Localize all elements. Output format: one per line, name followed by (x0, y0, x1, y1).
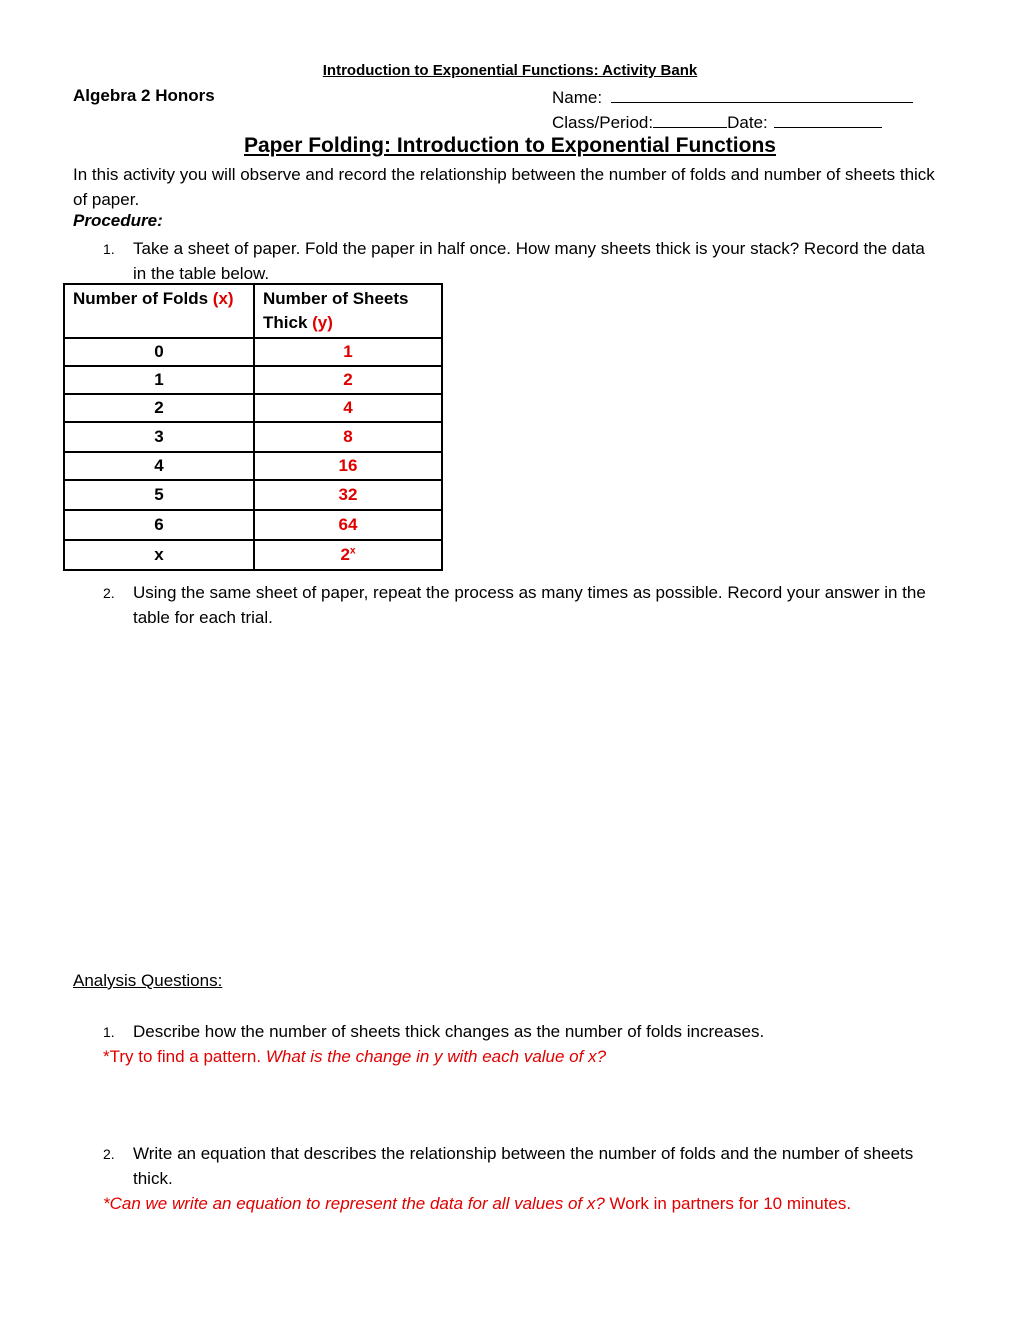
power-base: 2 (340, 545, 350, 564)
activity-bank-title: Introduction to Exponential Functions: Activity Bank (322, 62, 698, 79)
header-folds-var: (x) (212, 289, 234, 308)
sheets-cell[interactable]: 64 (254, 510, 442, 540)
table-header-row (64, 284, 442, 338)
question-number: 2. (103, 1146, 115, 1162)
question-hint (103, 1191, 933, 1216)
step-number: 2. (103, 585, 115, 601)
table-row (64, 480, 442, 510)
table-row (64, 338, 442, 366)
class-date-field[interactable] (552, 111, 882, 133)
name-label: Name: (552, 88, 603, 107)
intro-paragraph: In this activity you will observe and record the relationship between the number of folds and number of sheets thick of paper. (73, 165, 935, 209)
sheets-cell[interactable]: 32 (254, 480, 442, 510)
sheets-cell[interactable] (254, 540, 442, 570)
folds-cell[interactable]: 4 (64, 452, 254, 480)
table-row (64, 366, 442, 394)
sheets-cell[interactable]: 1 (254, 338, 442, 366)
class-period-blank[interactable] (653, 111, 727, 128)
folds-cell[interactable]: 6 (64, 510, 254, 540)
question-number: 1. (103, 1024, 115, 1040)
header-sheets (254, 284, 442, 338)
sheets-cell[interactable]: 16 (254, 452, 442, 480)
folds-cell[interactable]: 1 (64, 366, 254, 394)
analysis-question-1 (103, 1019, 933, 1069)
procedure-heading: Procedure: (73, 211, 163, 230)
header-sheets-label: Number of Sheets Thick (263, 289, 409, 332)
hint-italic: What is the change in y with each value of x? (265, 1047, 607, 1066)
hint-plain: *Try to find a pattern. (103, 1047, 266, 1066)
name-field[interactable] (552, 86, 913, 108)
step-number: 1. (103, 241, 115, 257)
table-row (64, 394, 442, 422)
class-period-label: Class/Period: (552, 113, 654, 132)
page-title: Paper Folding: Introduction to Exponential Functions (244, 134, 776, 157)
header-folds (64, 284, 254, 338)
name-blank[interactable] (611, 86, 913, 103)
question-hint (103, 1044, 933, 1069)
folds-cell[interactable]: 2 (64, 394, 254, 422)
course-name: Algebra 2 Honors (73, 86, 215, 105)
sheets-cell[interactable]: 4 (254, 394, 442, 422)
table-row (64, 422, 442, 452)
header-sheets-var: (y) (312, 313, 333, 332)
table-row (64, 452, 442, 480)
power-exponent: x (349, 545, 356, 557)
table-row (64, 510, 442, 540)
step-text: Using the same sheet of paper, repeat the process as many times as possible. Record your answer in the table for each trial. (133, 583, 926, 627)
analysis-heading: Analysis Questions: (73, 971, 223, 990)
folds-cell[interactable]: 3 (64, 422, 254, 452)
sheets-cell[interactable]: 2 (254, 366, 442, 394)
folds-table (63, 283, 443, 571)
table-row-general (64, 540, 442, 570)
procedure-step-1 (103, 236, 933, 286)
sheets-cell[interactable]: 8 (254, 422, 442, 452)
procedure-step-2 (103, 580, 933, 630)
hint-plain: Work in partners for 10 minutes. (604, 1194, 852, 1213)
folds-cell[interactable]: x (64, 540, 254, 570)
date-label: Date: (727, 113, 768, 132)
folds-cell[interactable]: 5 (64, 480, 254, 510)
date-blank[interactable] (774, 111, 882, 128)
question-text: Write an equation that describes the relationship between the number of folds and the number of sheets thick. (133, 1144, 914, 1188)
header-folds-label: Number of Folds (73, 289, 213, 308)
analysis-question-2 (103, 1141, 933, 1216)
step-text: Take a sheet of paper. Fold the paper in half once. How many sheets thick is your stack? Record the data in the table below. (133, 239, 925, 283)
folds-cell[interactable]: 0 (64, 338, 254, 366)
hint-italic: *Can we write an equation to represent the data for all values of x? (103, 1194, 605, 1213)
question-text: Describe how the number of sheets thick changes as the number of folds increases. (133, 1022, 765, 1041)
